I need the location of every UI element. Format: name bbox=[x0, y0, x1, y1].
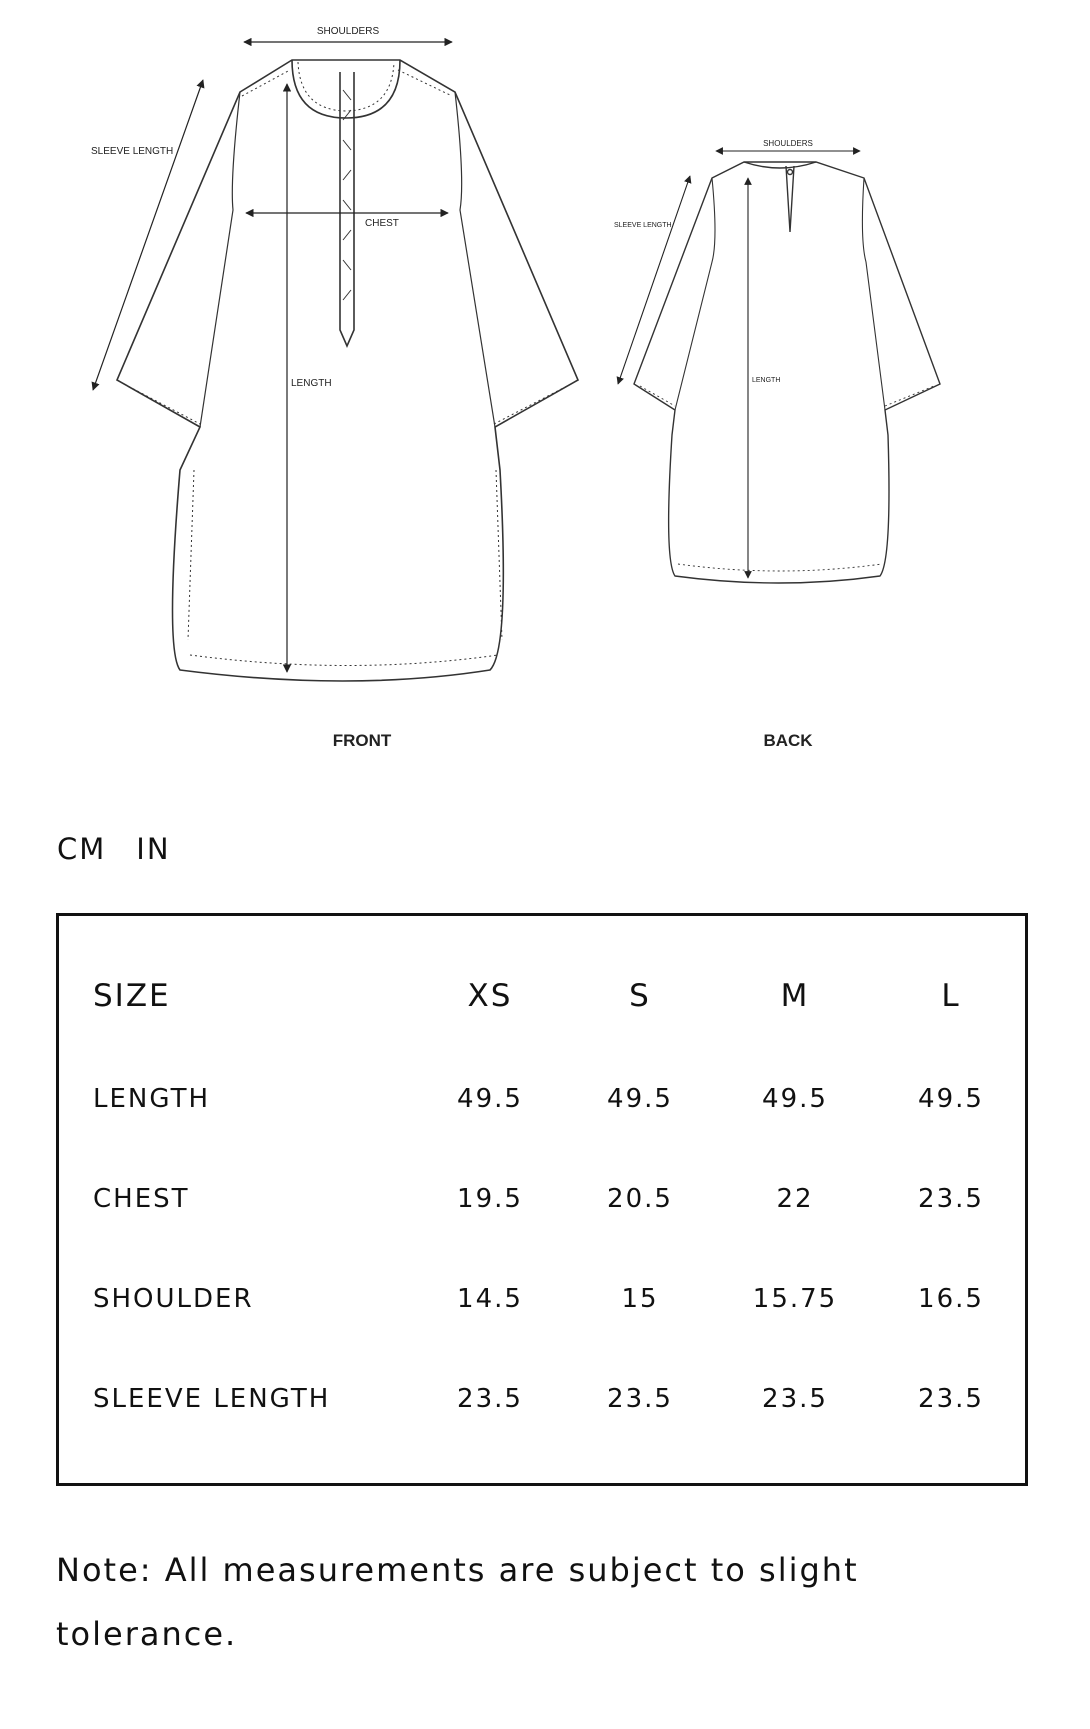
size-chart-table bbox=[56, 913, 1028, 1486]
table-cell: 23.5 bbox=[607, 1384, 673, 1414]
front-neckline bbox=[292, 60, 400, 118]
back-measurements bbox=[618, 151, 860, 578]
unit-toggle bbox=[57, 832, 171, 866]
front-placket bbox=[340, 72, 354, 346]
table-cell: 20.5 bbox=[607, 1184, 673, 1214]
table-cell: 16.5 bbox=[918, 1284, 984, 1314]
table-cell: 49.5 bbox=[918, 1084, 984, 1114]
front-chest-label: CHEST bbox=[365, 218, 399, 229]
table-row-shoulder bbox=[59, 1284, 1025, 1324]
table-cell: 23.5 bbox=[918, 1184, 984, 1214]
back-keyhole bbox=[786, 166, 794, 232]
table-cell: 22 bbox=[776, 1184, 814, 1214]
table-cell: 23.5 bbox=[457, 1384, 523, 1414]
table-cell: 23.5 bbox=[762, 1384, 828, 1414]
front-sleeve-length-label: SLEEVE LENGTH bbox=[91, 146, 174, 157]
table-cell: 15.75 bbox=[752, 1284, 838, 1314]
header-l: L bbox=[941, 978, 961, 1014]
back-length-label: LENGTH bbox=[752, 377, 781, 384]
unit-option-in[interactable]: IN bbox=[136, 832, 171, 866]
header-xs: XS bbox=[467, 978, 513, 1014]
table-cell: 19.5 bbox=[457, 1184, 523, 1214]
table-row-sleeve-length bbox=[59, 1384, 1025, 1424]
front-caption: FRONT bbox=[332, 731, 392, 750]
table-row-length bbox=[59, 1084, 1025, 1124]
table-cell: 23.5 bbox=[918, 1384, 984, 1414]
front-sleeve-arrow bbox=[93, 80, 203, 390]
front-garment bbox=[117, 60, 578, 681]
table-cell: 15 bbox=[621, 1284, 659, 1314]
table-header-row bbox=[59, 978, 1025, 1018]
row-label: LENGTH bbox=[93, 1084, 211, 1114]
row-label: SLEEVE LENGTH bbox=[93, 1384, 331, 1414]
front-measurements bbox=[93, 42, 452, 672]
header-size: SIZE bbox=[93, 978, 171, 1014]
row-label: SHOULDER bbox=[93, 1284, 254, 1314]
table-cell: 49.5 bbox=[457, 1084, 523, 1114]
garment-diagram bbox=[0, 0, 1090, 800]
back-garment bbox=[634, 162, 940, 583]
table-cell: 49.5 bbox=[762, 1084, 828, 1114]
back-sleeve-arrow bbox=[618, 176, 690, 384]
table-row-chest bbox=[59, 1184, 1025, 1224]
header-s: S bbox=[629, 978, 651, 1014]
header-m: M bbox=[780, 978, 810, 1014]
back-shoulders-label: SHOULDERS bbox=[763, 139, 813, 148]
garment-illustration bbox=[0, 0, 1090, 800]
table-cell: 14.5 bbox=[457, 1284, 523, 1314]
measurement-note: Note: All measurements are subject to slight tolerance. bbox=[56, 1551, 859, 1653]
row-label: CHEST bbox=[93, 1184, 190, 1214]
back-outline bbox=[634, 162, 940, 583]
back-caption: BACK bbox=[763, 731, 813, 750]
front-length-label: LENGTH bbox=[291, 378, 332, 389]
front-shoulders-label: SHOULDERS bbox=[316, 26, 380, 37]
back-sleeve-length-label: SLEEVE LENGTH bbox=[614, 222, 672, 229]
unit-option-cm[interactable]: CM bbox=[57, 832, 107, 866]
table-cell: 49.5 bbox=[607, 1084, 673, 1114]
back-neckline bbox=[744, 162, 816, 168]
front-outline bbox=[117, 60, 578, 681]
